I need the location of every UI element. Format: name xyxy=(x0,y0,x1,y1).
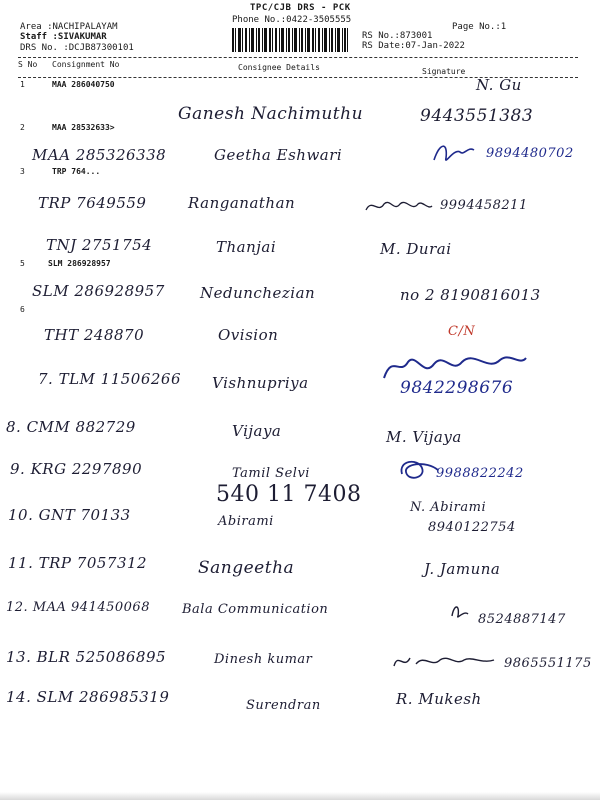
row8-consignee-name: Vijaya xyxy=(232,422,282,440)
row9-phone: 9988822242 xyxy=(436,466,524,481)
row3-consignment-no: TRP 7649559 xyxy=(38,194,147,212)
printed-consignment: TRP 764... xyxy=(52,167,101,176)
row14-signature: R. Mukesh xyxy=(396,690,482,708)
staff-label: Staff :SIVAKUMAR xyxy=(20,32,107,42)
row12-phone: 8524887147 xyxy=(478,612,566,627)
row1-phone: 9443551383 xyxy=(420,106,534,126)
row9-consignee-name: Tamil Selvi xyxy=(232,466,310,481)
column-header-sno: S No xyxy=(18,60,38,69)
row13-signature xyxy=(390,650,498,672)
drs-number: DRS No. :DCJB87300101 xyxy=(20,43,134,53)
row11-consignment-no: 11. TRP 7057312 xyxy=(8,554,148,572)
row7-consignment-no: 7. TLM 11506266 xyxy=(38,370,182,388)
row10-signature: N. Abirami xyxy=(410,500,487,515)
row14-consignment-no: 14. SLM 286985319 xyxy=(6,688,170,706)
row13-consignee-name: Dinesh kumar xyxy=(214,652,313,667)
row3-consignee-name: Ranganathan xyxy=(188,194,296,212)
row11-signature: J. Jamuna xyxy=(424,560,501,578)
column-header-signature: Signature xyxy=(422,67,466,76)
column-header-details: Consignee Details xyxy=(238,63,320,72)
row12-consignment-no: 12. MAA 941450068 xyxy=(6,600,150,615)
header-divider-top xyxy=(18,57,578,58)
barcode-image xyxy=(230,27,350,53)
row10-consignment-no: 10. GNT 70133 xyxy=(8,506,131,524)
row5-consignment-no: SLM 286928957 xyxy=(32,282,165,300)
page-number: Page No.:1 xyxy=(452,22,507,32)
scan-edge-shadow xyxy=(0,792,600,800)
row11-consignee-name: Sangeetha xyxy=(198,558,295,578)
document-title: TPC/CJB DRS - PCK xyxy=(250,3,351,13)
row3-signature-phone: 9994458211 xyxy=(440,198,528,213)
row4-consignee-name: Thanjai xyxy=(216,238,277,256)
printed-consignment: MAA 286040750 xyxy=(52,80,115,89)
row13-phone: 9865551175 xyxy=(504,656,592,671)
row2-signature xyxy=(430,138,480,168)
row8-signature: M. Vijaya xyxy=(386,428,462,446)
row2-consignment-no: MAA 285326338 xyxy=(32,146,167,164)
row9-consignment-no: 9. KRG 2297890 xyxy=(10,460,143,478)
rs-number: RS No.:873001 xyxy=(362,31,433,41)
row14-consignee-name: Surendran xyxy=(246,698,321,713)
row13-consignment-no: 13. BLR 525086895 xyxy=(6,648,167,666)
row5-consignee-name: Nedunchezian xyxy=(200,284,316,302)
row7-consignee-name: Vishnupriya xyxy=(212,374,309,392)
phone-number: Phone No.:0422-3505555 xyxy=(232,15,352,25)
printed-consignment: MAA 28532633> xyxy=(52,123,115,132)
row12-consignee-name: Bala Communication xyxy=(182,602,329,617)
row4-consignment-no: TNJ 2751754 xyxy=(46,236,153,254)
row5-signature: no 2 8190816013 xyxy=(400,286,541,304)
column-header-consignment: Consignment No xyxy=(52,60,120,69)
row-number: 2 xyxy=(20,123,25,132)
row-number: 3 xyxy=(20,167,25,176)
row10-consignee-name: Abirami xyxy=(218,514,274,529)
row4-signature: M. Durai xyxy=(380,240,452,258)
row1-signature: N. Gu xyxy=(476,76,522,94)
rs-date: RS Date:07-Jan-2022 xyxy=(362,41,465,51)
row9-large-number: 540 11 7408 xyxy=(216,482,362,507)
row-number: 6 xyxy=(20,305,25,314)
row6-consignment-no: THT 248870 xyxy=(44,326,145,344)
row1-consignee-name: Ganesh Nachimuthu xyxy=(178,104,364,124)
row12-signature xyxy=(448,602,472,622)
area-label: Area :NACHIPALAYAM xyxy=(20,22,118,32)
row7-phone: 9842298676 xyxy=(400,378,514,398)
row2-consignee-name: Geetha Eshwari xyxy=(214,146,343,164)
row6-consignee-name: Ovision xyxy=(218,326,279,344)
row-number: 5 xyxy=(20,259,25,268)
row8-consignment-no: 8. CMM 882729 xyxy=(6,418,136,436)
row-number: 1 xyxy=(20,80,25,89)
printed-consignment: SLM 286928957 xyxy=(48,259,111,268)
row3-tamil-signature xyxy=(364,196,434,216)
row2-phone: 9894480702 xyxy=(486,146,574,161)
row6-mark: C/N xyxy=(448,324,476,339)
row10-phone: 8940122754 xyxy=(428,520,516,535)
